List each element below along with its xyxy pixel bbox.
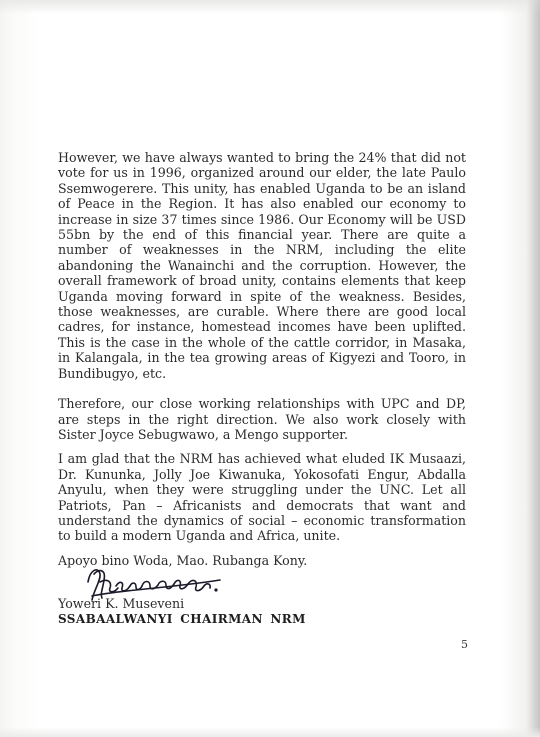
paragraph-patriots-unite: I am glad that the NRM has achieved what eluded IK Musaazi, Dr. Kununka, Jolly Joe Kiwanuka, Yokosofati Engur, Abdalla Anyulu, when they were struggling under the UNC. Let all Patriots, Pan – Africanists and democrats that want and understand the dynamics of social – economic transformation to build a modern Uganda and Africa, unite. <box>58 451 466 544</box>
paragraph-unity-economy: However, we have always wanted to bring the 24% that did not vote for us in 1996, organized around our elder, the late Paulo Ssemwogerere. This unity, has enabled Uganda to be an island of Peace in the Region. It has also enabled our economy to increase in size 37 times since 1986. Our Economy will be USD 55bn by the end of this financial year. There are quite a number of weaknesses in the NRM, including the elite abandoning the Wanainchi and the corruption. However, the overall framework of broad unity, contains elements that keep Uganda moving forward in spite of the weakness. Besides, those weaknesses, are curable. Where there are good local cadres, for instance, homestead incomes have been uplifted. This is the case in the whole of the cattle corridor, in Masaka, in Kalangala, in the tea growing areas of Kigyezi and Tooro, in Bundibugyo, etc. <box>58 150 466 381</box>
paragraph-upc-dp: Therefore, our close working relationships with UPC and DP, are steps in the right direction. We also work closely with Sister Joyce Sebugwawo, a Mengo supporter. <box>58 396 466 442</box>
body-text <box>58 150 466 583</box>
page-number: 5 <box>461 638 468 651</box>
signer-name: Yoweri K. Museveni <box>58 596 185 611</box>
paragraph-closing-greeting: Apoyo bino Woda, Mao. Rubanga Kony. <box>58 552 308 568</box>
signer-title: SSABAALWANYI CHAIRMAN NRM <box>58 612 306 626</box>
scan-right-edge-shadow <box>526 0 540 737</box>
scan-bottom-shadow <box>0 727 540 737</box>
scan-top-shadow <box>0 0 540 14</box>
